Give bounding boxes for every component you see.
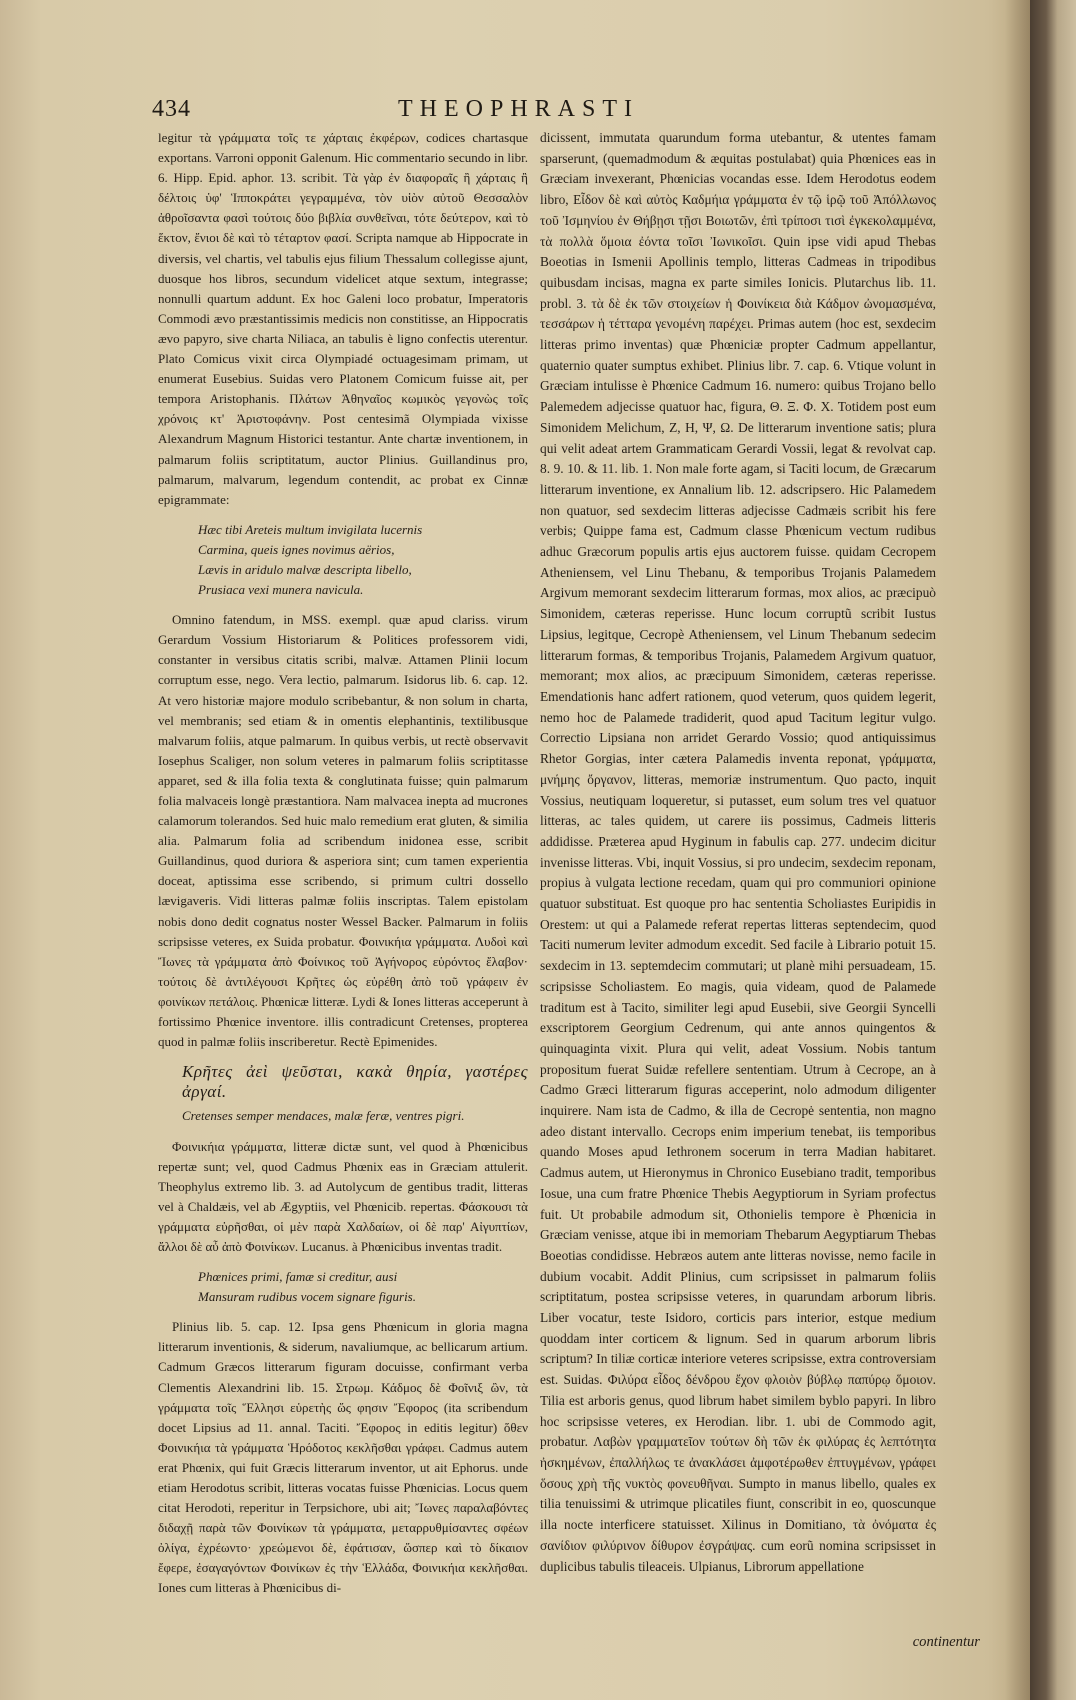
gutter-shadow [1005,0,1033,1700]
verse-line: Carmina, queis ignes novimus aërios, [198,541,395,557]
verse-line: Hæc tibi Areteis multum invigilata lucernis [198,521,423,537]
right-column [540,128,936,1577]
verse-line: Lævis in aridulo malvæ descripta libello, [198,561,412,577]
left-paragraph-2: Omnino fatendum, in MSS. exempl. quæ apud clariss. virum Gerardum Vossium Historiarum & Politices professorem vidi, constanter in versibus citatis scribi, malvæ. Attamen Plinii locum corruptum esse, nego. Vera lectio, palmarum. Isidorus lib. 6. cap. 12. At vero historiæ majore modulo scribebantur, & non solum in charta, vel membranis; sed etiam & in omentis elephantinis, textilibusque malvarum foliis, atque palmarum. In quibus verbis, ut rectè observavit Iosephus Scaliger, non solum veteres in palmarum foliis scriptitasse apparet, sed & illa folia texta & conglutinata fuisse; quin palmarum folia malvaceis longè præstantiora. Nam malvacea inepta ad mucrones calamorum tolerandos. Sed huic malo remedium erat gluten, & similia alia. Palmarum folia ad scribendum inidonea esse, scribit Guillandinus, quod duriora & asperiora sint; cum tamen experientia doceat, aptissima esse scribendo, si primum cultri dossello lævigaveris. Vidi litteras palmæ foliis inscriptas. Talem epistolam nobis dono dedit cognatus noster Wessel Backer. Palmarum in foliis scripsisse veteres, ex Suida probatur. Φοινικήια γράμματα. Λυδοὶ καὶ Ἴωνες τὰ γράμματα ἀπὸ Φοίνικος τοῦ Ἀγήνορος εὑρόντος ἔλαβον· τούτοις δὲ ἀντιλέγουσι Κρῆτες ὡς εὑρέθη ἀπὸ τοῦ γράφειν ἐν φοινίκων πετάλοις. Phœnicæ litteræ. Lydi & Iones litteras acceperunt à fortissimo Phœnice inventore. illis contradicunt Cretenses, propterea quod in palmæ foliis inscriberetur. Rectè Epimenides. [158,612,528,1050]
verse-line: Prusiaca vexi munera navicula. [198,582,364,598]
page-number: 434 [152,96,191,122]
running-head: THEOPHRASTI [398,96,640,122]
verse-line: Phœnices primi, famæ si creditur, ausi [198,1269,398,1285]
left-paragraph-1: legitur τὰ γράμματα τοῖς τε χάρταις ἐκφέρων, codices chartasque exportans. Varroni opponit Galenum. Hic commentario secundo in libr. 6. Hipp. Epid. aphor. 13. scribit. Τὰ γὰρ ἐν διαφοραῖς ἢ χάρταις ἢ δέλτοις ὑφ' Ἱπποκράτει γεγραμμένα, τὸν υἱὸν αὐτοῦ Θεσσαλὸν ἀθροῖσαντα φασὶ τούτοις δύο βιβλία συνθεῖναι, τότε δεύτερον, καὶ τὸ ἕκτον, ἔνιοι δὲ καὶ τὸ τέταρτον φασί. Scripta namque ab Hippocrate in diversis, vel chartis, vel tabulis ejus filium Thessalum collegisse ajunt, duosque hos libros, secundum videlicet atque sextum, integrasse; nonnulli quartum addunt. Ex hoc Galeni loco probatur, Imperatoris Commodi ævo præstantissimis medicis non constitisse, an Hippocratis ævo papyro, sive charta Niliaca, an tabulis è ligno confectis uterentur. Plato Comicus vixit circa Olympiadé octuagesimam primam, ut enumerat Eusebius. Suidas vero Platonem Comicum fuisse ait, per tempora Aristophanis. Πλάτων Ἀθηναῖος κωμικὸς γεγονὼς τοῖς χρόνοις κτ' Ἀριστοφάνην. Post centesimã Olympiada vixisse Alexandrum Magnum Historici testantur. Ante chartæ inventionem, in palmarum foliis scriptitatum, auctor Plinius. Guillandinus pro, palmarum, malvarum, legendum contendit, ac probat ex Cinnæ epigrammate: [158,130,528,507]
verse-line: Mansuram rudibus vocem signare figuris. [198,1289,416,1305]
left-paragraph-3: Φοινικήια γράμματα, litteræ dictæ sunt, vel quod à Phœnicibus repertæ sunt; vel, quod Cadmus Phœnix eas in Græciam attulerit. Theophylus extremo lib. 3. ad Autolycum de gentibus tradit, litteras vel à Chaldæis, vel ab Ægyptiis, vel Phœnicib. repertas. Φάσκουσι τὰ γράμματα εὑρῆσθαι, οἱ μὲν παρὰ Χαλδαίων, οἱ δὲ παρ' Αἰγυπτίων, ἄλλοι δὲ αὖ ἀπὸ Φοινίκων. Lucanus. à Phœnicibus inventas tradit. [158,1138,528,1254]
left-column [158,128,528,1599]
epimenides-greek-verse: Κρῆτες ἀεὶ ψεῦσται, κακὰ θηρία, γαστέρες ἀργαί. [182,1062,528,1102]
right-paragraph-1: dicissent, immutata quarundum forma utebantur, & utentes famam sparserunt, (quemadmodum & æquitas postulabat) quia Phœnices eas in Græciam invexerant, Phœnicias vocandas esse. Idem Herodotus eodem libro, Εἶδον δὲ καὶ αὐτὸς Καδμήια γράμματα ἐν τῷ ἱρῷ τοῦ Ἀπόλλωνος τοῦ Ἰσμηνίου ἐν Θήβῃσι τῇσι Βοιωτῶν, ἐπὶ τρίποσι τισὶ ἐγκεκολαμμένα, τὰ πολλὰ ὅμοια ἐόντα τοῖσι Ἰωνικοῖσι. Quin ipse vidi apud Thebas Boeotias in Ismenii Apollinis templo, litteras Cadmeas in tripodibus quibusdam incisas, magna ex parte similes Ionicis. Plutarchus lib. 11. probl. 3. τὰ δὲ ἐκ τῶν στοιχείων ἡ Φοινίκεια διὰ Κάδμον ὠνομασμένα, τεσσάρων ἡ τέτταρα γενομένη παρέχει. Primas autem (hoc est, sexdecim litteras primo inventas) quæ Phœniciæ propter Cadmum appellantur, quaternio quater sumptus exhibet. Plinius libr. 7. cap. 6. Vtique volunt in Græciam intulisse è Phœnice Cadmum 16. numero: quibus Trojano bello Palemedem adjecisse quatuor hac, figura, Θ. Ξ. Φ. Χ. Totidem post eum Simonidem Melichum, Ζ, Η, Ψ, Ω. De litterarum inventione satis; plura qui velit adeat artem Grammaticam Gerardi Vossii, legat & revolvat cap. 8. 9. 10. & 11. lib. 1. Non male forte agam, si Taciti locum, de Græcarum litterarum inventione, ex Annalium lib. 12. adscripsero. Hic Palamedem non quatuor, sed sexdecim litteras adjecisse Cadmæis scribit his fere verbis; Quippe fama est, Cadmum classe Phœnicum vectum rudibus adhuc Græcorum populis artis ejus auctorem fuisse. quidam Cecropem Atheniensem, vel Linu Thebanu, & temporibus Trojanis Palamedem Argivum memorant sexdecim litterarum formas, mox alios, ac præcipuò Simonidem, cæteras reperisse. Hunc locum corruptũ scribit Iustus Lipsius, legitque, Cecropè Atheniensem, vel Linum Thebanum sedecim litterarum formas, & temporibus Trojanis, Palamedem Argivum quatuor, memorant; mox alios, ac præcipuum Simonidem, cæteras reperisse. Emendationis hanc adfert rationem, quod veterum, quos quidem legerit, nemo hoc de Palamede tradiderit, quod apud Tacitum legitur vulgo. Correctio Lipsiana non arridet Gerardo Vossio; quod antiquissimus Rhetor Gorgias, inter cætera Palamedis inventa reponat, γράμματα, μνήμης ὄργανον, litteras, memoriæ instrumentum. Quo pacto, inquit Vossius, neutiquam loqueretur, si putasset, eum solum tres vel quatuor litteras, ac tales quidem, ut carere iis possimus, Cadmeis litteris addidisse. Præterea apud Hyginum in fabulis cap. 277. undecim dicitur invenisse litteras. Vbi, inquit Vossius, si pro undecim, sexdecim reponam, propius à vulgata lectione recedam, quam qui pro communiori opinione quatuor substituat. Est quoque pro hac sententia Scholiastes Euripidis in Orestem: ut qui a Palamede referat repertas litteras septendecim, quod Taciti numerum leviter admodum excedit. Sed facile à Librario potuit 15. sexdecim in 13. septemdecim commutari; ut planè mihi persuadeam, 15. scripsisse Scholiastem. Eo magis, quia videam, quod de Palamede traditum est à Tacito, similiter legi apud Eusebii, sive Georgii Syncelli exscriptorem Georgium Cedrenum, qui ante annos quingentos & quinquaginta vixit. Plura qui velit, adeat Vossium. Nobis tantum propositum fuerat Suidæ refellere sententiam. Utrum à Cecrope, an à Cadmo Græci litterarum figuras acceperint, nolo admodum diligenter inquirere. Nam ista de Cadmo, & illa de Cecropė sententia, non magno adeo distant intervallo. Cecrops enim imperium tenebat, iis temporibus quando Moses apud Iethronem socerum in terra Madian habitaret. Cadmus autem, ut Hieronymus in Chronico Eusebiano tradit, temporibus Iosue, una cum fratre Phœnice Thebis Aegyptiorum in Syriam profectus fuit. Ut probabile admodum sit, Othonielis tempore è Phœnicia in Græciam venisse, atque ibi in memoriam Thebarum Aegyptiarum Thebas Boeotias condidisse. Hebræos autem ante litteras novisse, nemo facile in dubium vocabit. Addit Plinius, cum scripsisset in palmarum foliis scriptitatum, postea scripsisse veteres, in quarundam arborum libris. Liber vocatur, teste Isidoro, corticis pars interior, estque medium quoddam inter corticem & lignum. Sed in quarum arborum libris scriptum? In tiliæ corticæ interiore veteres scripsisse, extra controversiam est. Suidas. Φιλύρα εἶδος δένδρου ἔχον φλοιὸν βύβλῳ παπύρῳ ὅμοιον. Tilia est arboris genus, quod librum habet similem byblo papyri. In libro hoc scripsisse veteres, ex Herodian. libr. 1. ubi de Commodo agit, probatur. Λαβὼν γραμματεῖον τούτων δὴ τῶν ἐκ φιλύρας ἐς λεπτότητα ἠσκημένων, ἐπαλλήλως τε ἀνακλάσει ἀμφοτέρωθεν ἐπτυγμένων, γράφει ὅσους χρὴ τῆς νυκτὸς φονευθῆναι. Sumpto in manus libello, quales ex tilia tenuissimi & utrimque plicatiles fiunt, conscribit in eo, quoscunque illa nocte interficere statuisset. Xilinus in Domitiano, τὰ ὀνόματα ἐς σανίδιον φιλύρινον δίθυρον ἐσγράψας. cum eorũ nomina scripsisset in duplicibus tabulis tileaceis. Ulpianus, Librorum appellatione [540,130,936,1574]
epimenides-latin-translation: Cretenses semper mendaces, malæ feræ, ventres pigri. [182,1108,465,1124]
adjacent-page-edge [1030,0,1076,1700]
cinna-epigram [198,520,528,600]
lucanus-verse [198,1267,528,1307]
catchword: continentur [912,1634,980,1650]
left-paragraph-4: Plinius lib. 5. cap. 12. Ipsa gens Phœnicum in gloria magna litterarum inventionis, & siderum, navaliumque, ac bellicarum artium. Cadmum Græcos litterarum figuram docuisse, confirmant verba Clementis Alexandrini lib. 15. Στρωμ. Κάδμος δὲ Φοῖνιξ ὢν, τὰ γράμματα τοῖς Ἕλλησι εὑρετὴς ὥς φησιν Ἔφορος (ita scribendum docet Lipsius ad 11. annal. Taciti. Ἔφορος in editis legitur) ὅθεν Φοινικήια τὰ γράμματα Ἡρόδοτος κεκλῆσθαι γράφει. Cadmus autem erat Phœnix, qui fuit Græcis litterarum inventor, ut ait Ephorus. unde etiam Herodotus scribit, litteras vocatas fuisse Phœnicias. Locus quem citat Herodoti, reperitur in Terpsichore, ubi ait; Ἴωνες παραλαβόντες διδαχῇ παρὰ τῶν Φοινίκων τὰ γράμματα, μεταρρυθμίσαντες σφέων ὀλίγα, ἐχρέωντο· χρεώμενοι δὲ, ἐφάτισαν, ὥσπερ καὶ τὸ δίκαιον ἔφερε, ἐσαγαγόντων Φοινίκων ἐς τὴν Ἑλλάδα, Φοινικήια κεκλῆσθαι. Iones cum litteras à Phœnicibus di- [158,1319,528,1596]
